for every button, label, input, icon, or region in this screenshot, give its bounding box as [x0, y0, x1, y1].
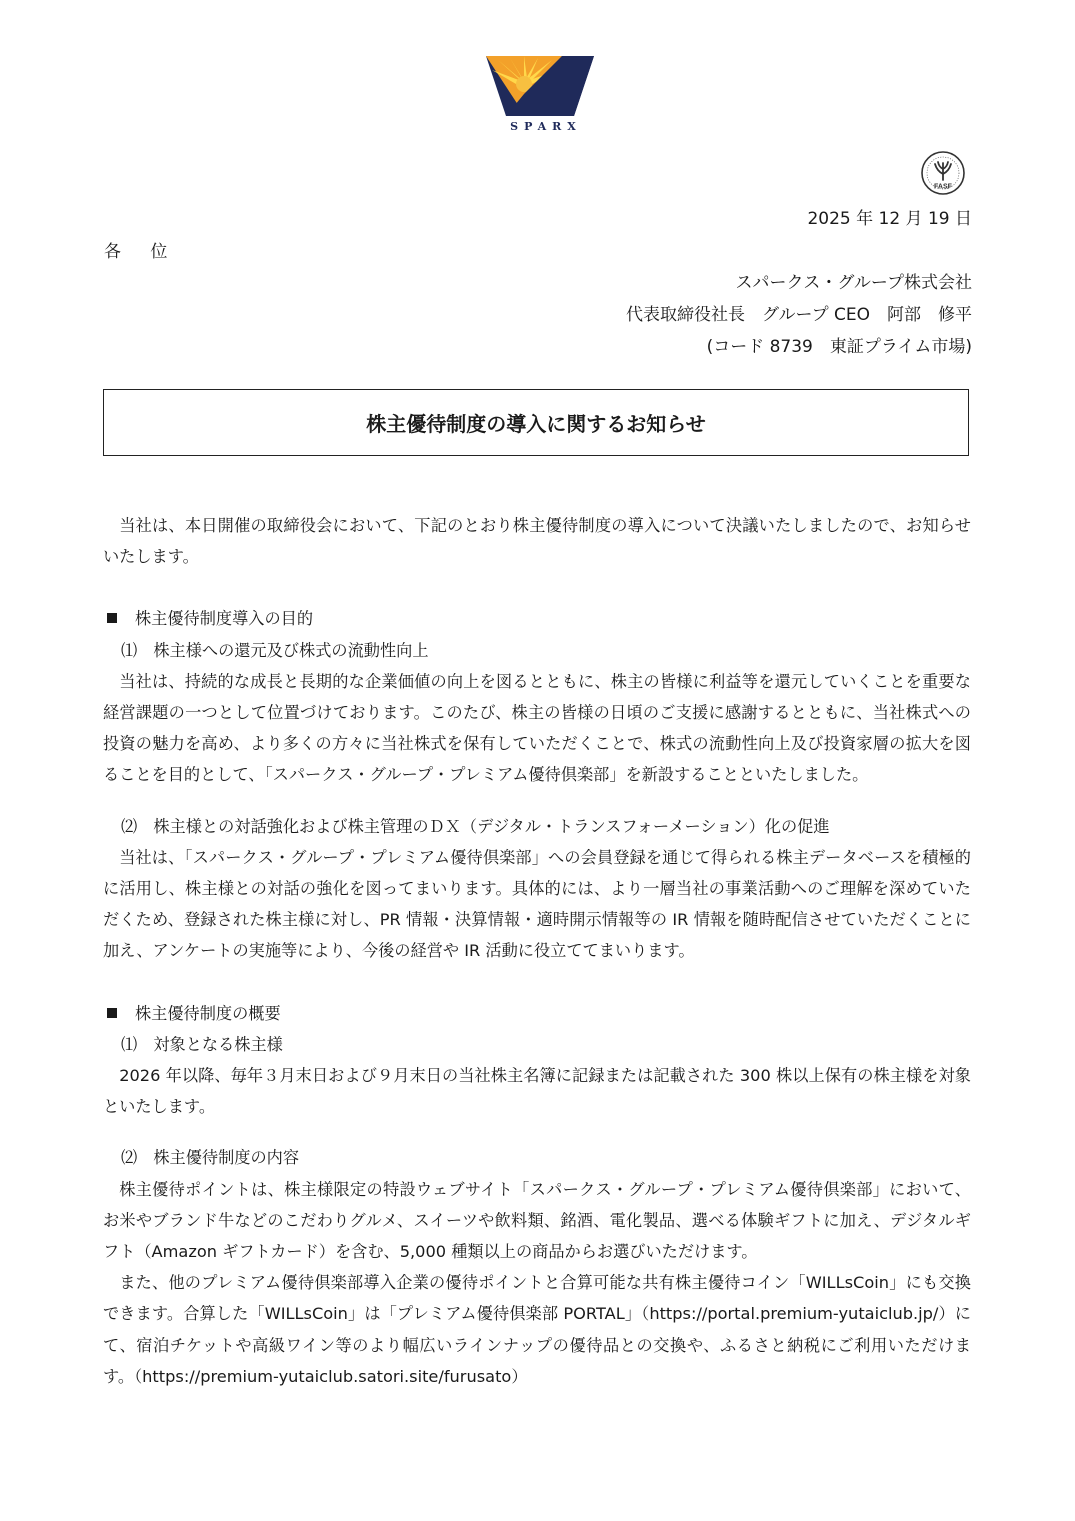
document-body	[103, 510, 971, 1392]
paragraph: 当社は、「スパークス・グループ・プレミアム優待倶楽部」への会員登録を通じて得られる株主データベースを積極的に活用し、株主様との対話の強化を図ってまいります。具体的には、より一層当社の事業活動へのご理解を深めていただくため、登録された株主様に対し、PR 情報・決算情報・適時開示情報等の IR 情報を随時配信させていただくことに加え、アンケートの実施等により、今後の経営や IR 活動に役立ててまいります。	[103, 847, 971, 961]
subsection-heading: ⑴ 対象となる株主様	[121, 1034, 283, 1054]
sparx-logo-text: SPARX	[510, 120, 582, 133]
document-title: 株主優待制度の導入に関するお知らせ	[366, 412, 706, 436]
subsection-heading: ⑵ 株主優待制度の内容	[121, 1148, 300, 1168]
subsection-heading: ⑵ 株主様との対話強化および株主管理のＤＸ（デジタル・トランスフォーメーション）化の促進	[121, 816, 830, 836]
section-heading: 株主優待制度の概要	[103, 998, 971, 1029]
sparx-logo	[484, 56, 596, 134]
release-date: 2025 年 12 月 19 日	[807, 209, 972, 229]
section-heading: 株主優待制度導入の目的	[103, 603, 971, 634]
subsection-heading: ⑴ 株主様への還元及び株式の流動性向上	[121, 640, 429, 660]
paragraph: また、他のプレミアム優待倶楽部導入企業の優待ポイントと合算可能な共有株主優待コイン「WILLsCoin」にも交換できます。合算した「WILLsCoin」は「プレミアム優待倶楽部 PORTAL」（https://portal.premium-yutaiclub.jp/）にて、宿泊チケットや高級ワイン等のより幅広いラインナップの優待品との交換や、ふるさと納税にご利用いただけます。（https://premium-yutaiclub.satori.site/furusato）	[103, 1273, 971, 1386]
square-bullet-icon	[107, 613, 117, 623]
fasf-seal-icon	[920, 150, 966, 196]
paragraph: 株主優待ポイントは、株主様限定の特設ウェブサイト「スパークス・グループ・プレミアム優待倶楽部」において、お米やブランド牛などのこだわりグルメ、スイーツや飲料類、銘酒、電化製品、選べる体験ギフトに加え、デジタルギフト（Amazon ギフトカード）を含む、5,000 種類以上の商品からお選びいただけます。	[103, 1179, 971, 1262]
fasf-member-mark	[920, 150, 966, 196]
intro-paragraph: 当社は、本日開催の取締役会において、下記のとおり株主優待制度の導入について決議いたしましたので、お知らせいたします。	[103, 516, 971, 567]
paragraph: 当社は、持続的な成長と長期的な企業価値の向上を図るとともに、株主の皆様に利益等を還元していくことを重要な経営課題の一つとして位置づけております。このたび、株主の皆様の日頃のご支援に感謝するとともに、当社株式への投資の魅力を高め、より多くの方々に当社株式を保有していただくことで、株式の流動性向上及び投資家層の拡大を図ることを目的として、「スパークス・グループ・プレミアム優待倶楽部」を新設することといたしました。	[103, 671, 971, 785]
issuer-company: スパークス・グループ株式会社	[735, 273, 972, 293]
addressee: 各 位	[104, 242, 180, 262]
sparx-logo-mark	[484, 56, 596, 118]
square-bullet-icon	[107, 1008, 117, 1018]
issuer-representative: 代表取締役社長 グループ CEO 阿部 修平	[625, 305, 972, 325]
issuer-block	[626, 267, 972, 363]
issuer-stock-code: (コード 8739 東証プライム市場)	[706, 337, 972, 357]
paragraph: 2026 年以降、毎年３月末日および９月末日の当社株主名簿に記録または記載された 300 株以上保有の株主様を対象といたします。	[103, 1066, 971, 1117]
svg-text:FASF: FASF	[934, 183, 952, 191]
title-box	[103, 389, 969, 456]
